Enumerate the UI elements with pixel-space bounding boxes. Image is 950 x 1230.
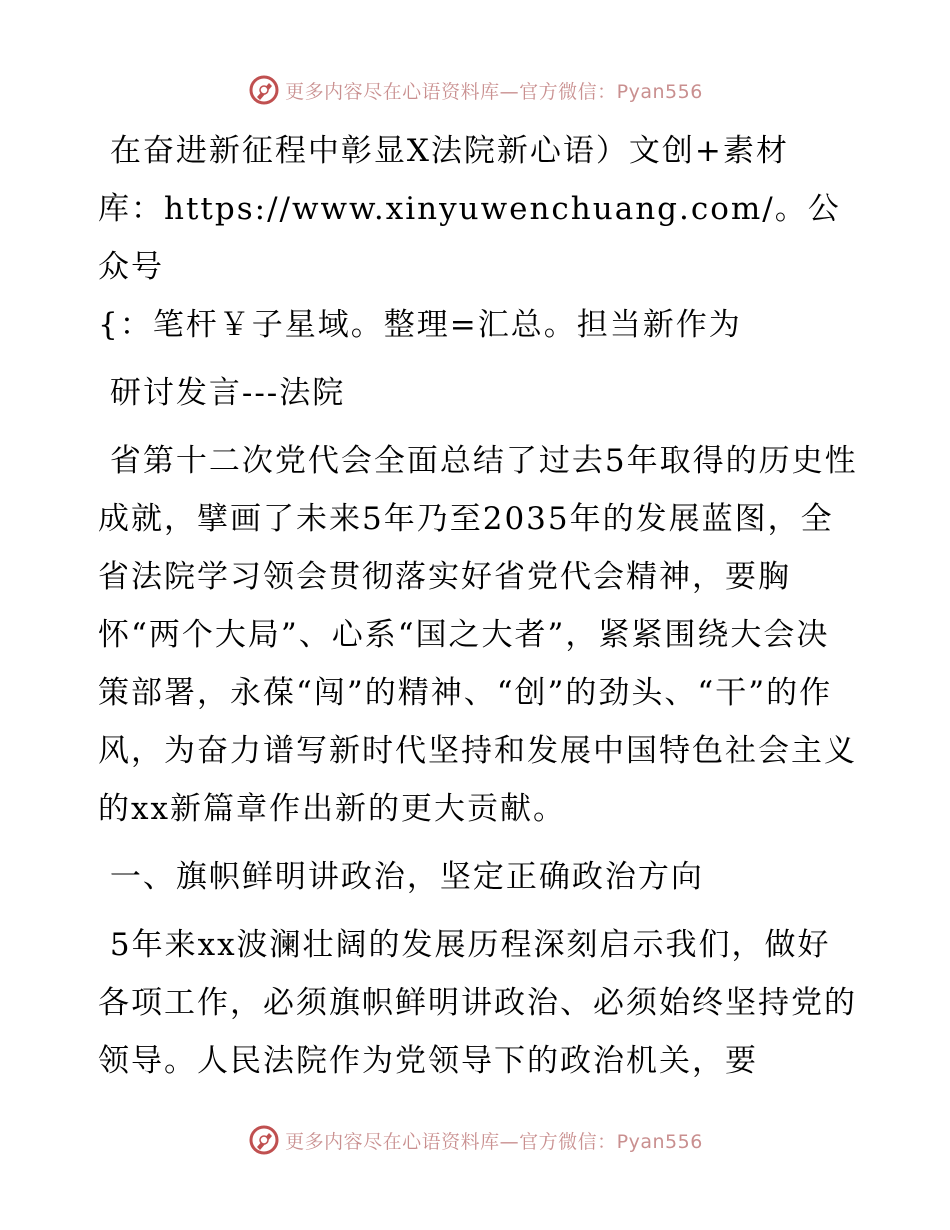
header-line-2: 库：https://www.xinyuwenchuang.com/。公众号 xyxy=(98,191,841,285)
section-heading: 一、旗帜鲜明讲政治，坚定正确政治方向 xyxy=(98,859,704,895)
watermark-text: 更多内容尽在心语资料库—官方微信：Pyan556 xyxy=(285,80,703,103)
watermark-text: 更多内容尽在心语资料库—官方微信：Pyan556 xyxy=(285,1130,703,1153)
intro-paragraph: 省第十二次党代会全面总结了过去5年取得的历史性成就，擘画了未来5年乃至2035年的发展蓝图，全省法院学习领会贯彻落实好省党代会精神，要胸怀“两个大局”、心系“国之大者”，紧紧围绕大会决策部署，永葆“闯”的精神、“创”的劲头、“干”的作风，为奋力谱写新时代坚持和发展中国特色社会主义的xx新篇章作出新的更大贡献。 xyxy=(98,443,858,827)
header-line-1: 在奋进新征程中彰显X法院新心语）文创+素材 xyxy=(98,133,789,169)
pen-circle-logo-icon xyxy=(247,73,281,107)
watermark-banner-top xyxy=(0,70,950,110)
section-body-paragraph: 5年来xx波澜壮阔的发展历程深刻启示我们，做好各项工作，必须旗帜鲜明讲政治、必须始终坚持党的领导。人民法院作为党领导下的政治机关，要 xyxy=(98,927,857,1079)
pen-circle-logo-icon xyxy=(247,1123,281,1157)
document-body xyxy=(98,122,858,1090)
header-line-3: {：笔杆￥子星域。整理=汇总。担当新作为 xyxy=(98,307,742,343)
watermark-banner-bottom xyxy=(0,1120,950,1160)
document-title: 研讨发言---法院 xyxy=(98,375,346,411)
